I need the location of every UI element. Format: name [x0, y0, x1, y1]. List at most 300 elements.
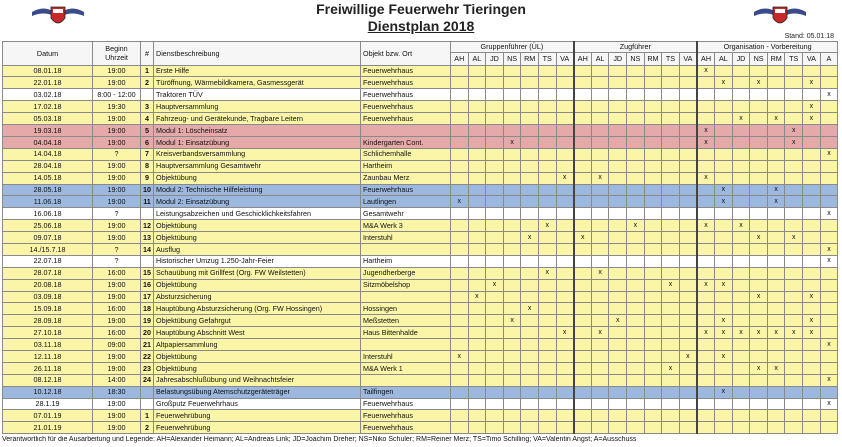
cell-assignment: [785, 89, 803, 101]
cell-assignment: [697, 89, 715, 101]
cell-assignment: [644, 422, 662, 434]
cell-assignment: [503, 350, 521, 362]
cell-assignment: [538, 89, 556, 101]
cell-assignment: [591, 125, 609, 137]
cell-nr: [141, 89, 154, 101]
cell-assignment: [574, 291, 592, 303]
cell-beginn: 19:00: [93, 315, 141, 327]
cell-assignment: [503, 184, 521, 196]
cell-assignment: [556, 267, 574, 279]
cell-assignment: [574, 327, 592, 339]
cell-assignment: [679, 208, 697, 220]
cell-assignment: x: [820, 398, 838, 410]
cell-assignment: [503, 374, 521, 386]
cell-assignment: [644, 113, 662, 125]
cell-assignment: [556, 196, 574, 208]
cell-assignment: [468, 196, 486, 208]
cell-assignment: [486, 255, 504, 267]
cell-assignment: [662, 125, 680, 137]
cell-assignment: [785, 101, 803, 113]
cell-objekt: [361, 243, 451, 255]
cell-assignment: x: [556, 327, 574, 339]
cell-nr: 24: [141, 374, 154, 386]
cell-assignment: [679, 196, 697, 208]
cell-assignment: [538, 208, 556, 220]
cell-objekt: Tailfingen: [361, 386, 451, 398]
cell-datum: 03.11.18: [3, 339, 93, 351]
cell-assignment: [538, 125, 556, 137]
cell-nr: [141, 255, 154, 267]
cell-assignment: [803, 386, 821, 398]
cell-nr: 2: [141, 422, 154, 434]
cell-assignment: [538, 291, 556, 303]
cell-assignment: [451, 410, 469, 422]
cell-assignment: [556, 101, 574, 113]
cell-assignment: [538, 374, 556, 386]
cell-beschreibung: Leistungsabzeichen und Geschicklichkeitsfahren: [154, 208, 361, 220]
cell-assignment: [609, 136, 627, 148]
cell-assignment: [486, 291, 504, 303]
cell-assignment: [468, 77, 486, 89]
cell-assignment: [538, 136, 556, 148]
cell-assignment: [750, 315, 768, 327]
cell-datum: 25.06.18: [3, 220, 93, 232]
cell-assignment: x: [803, 113, 821, 125]
cell-assignment: [468, 374, 486, 386]
cell-assignment: [574, 303, 592, 315]
cell-assignment: [451, 243, 469, 255]
cell-datum: 16.06.18: [3, 208, 93, 220]
col-header-initial: VA: [679, 52, 697, 65]
cell-assignment: [574, 113, 592, 125]
cell-assignment: [574, 220, 592, 232]
cell-assignment: [609, 125, 627, 137]
cell-assignment: [715, 422, 733, 434]
cell-assignment: [732, 148, 750, 160]
cell-assignment: [538, 77, 556, 89]
cell-assignment: [679, 255, 697, 267]
cell-assignment: [609, 279, 627, 291]
cell-beschreibung: Türöffnung, Wärmebildkamera, Gasmessgerät: [154, 77, 361, 89]
cell-assignment: [785, 350, 803, 362]
cell-assignment: [697, 113, 715, 125]
cell-assignment: [486, 196, 504, 208]
cell-assignment: [609, 303, 627, 315]
cell-assignment: [644, 184, 662, 196]
cell-assignment: [521, 243, 539, 255]
cell-assignment: [750, 208, 768, 220]
cell-assignment: x: [732, 113, 750, 125]
cell-assignment: [451, 184, 469, 196]
cell-assignment: [574, 196, 592, 208]
cell-assignment: [538, 172, 556, 184]
cell-assignment: x: [574, 232, 592, 244]
cell-assignment: [785, 113, 803, 125]
cell-assignment: [820, 65, 838, 77]
cell-assignment: [556, 255, 574, 267]
cell-assignment: x: [486, 279, 504, 291]
cell-assignment: [609, 65, 627, 77]
cell-assignment: [609, 89, 627, 101]
cell-assignment: [697, 208, 715, 220]
cell-assignment: [732, 101, 750, 113]
cell-assignment: [451, 315, 469, 327]
cell-assignment: x: [697, 220, 715, 232]
cell-assignment: [556, 208, 574, 220]
cell-assignment: [679, 172, 697, 184]
cell-assignment: [609, 386, 627, 398]
cell-assignment: x: [785, 232, 803, 244]
cell-objekt: Schlichemhalle: [361, 148, 451, 160]
cell-assignment: [521, 315, 539, 327]
cell-assignment: [538, 339, 556, 351]
cell-assignment: [750, 350, 768, 362]
cell-assignment: [662, 339, 680, 351]
table-row: [3, 291, 838, 303]
cell-assignment: [820, 267, 838, 279]
cell-beschreibung: Hauptversammlung Gesamtwehr: [154, 160, 361, 172]
cell-assignment: [662, 101, 680, 113]
cell-assignment: [609, 255, 627, 267]
cell-beschreibung: Objektübung: [154, 220, 361, 232]
cell-assignment: [468, 410, 486, 422]
cell-assignment: [451, 208, 469, 220]
cell-assignment: [486, 220, 504, 232]
table-row: [3, 172, 838, 184]
cell-assignment: x: [697, 279, 715, 291]
cell-assignment: [609, 243, 627, 255]
cell-objekt: Feuerwehrhaus: [361, 77, 451, 89]
cell-assignment: [679, 89, 697, 101]
cell-datum: 26.11.18: [3, 362, 93, 374]
cell-objekt: Hartheim: [361, 160, 451, 172]
cell-assignment: [538, 65, 556, 77]
cell-nr: 16: [141, 279, 154, 291]
cell-assignment: [803, 172, 821, 184]
cell-assignment: x: [662, 279, 680, 291]
cell-assignment: [767, 65, 785, 77]
cell-beginn: 19:00: [93, 350, 141, 362]
cell-assignment: [627, 339, 645, 351]
cell-assignment: [468, 243, 486, 255]
cell-objekt: Feuerwehrhaus: [361, 410, 451, 422]
cell-assignment: [556, 386, 574, 398]
cell-datum: 10.12.18: [3, 386, 93, 398]
cell-assignment: [503, 77, 521, 89]
cell-assignment: [803, 255, 821, 267]
cell-assignment: x: [697, 65, 715, 77]
cell-nr: 17: [141, 291, 154, 303]
cell-assignment: [679, 339, 697, 351]
cell-beginn: 19:00: [93, 184, 141, 196]
cell-nr: 22: [141, 350, 154, 362]
cell-assignment: [820, 303, 838, 315]
cell-assignment: [521, 350, 539, 362]
cell-assignment: [451, 327, 469, 339]
cell-beginn: 19:00: [93, 136, 141, 148]
col-header-initial: NS: [503, 52, 521, 65]
cell-assignment: x: [785, 125, 803, 137]
cell-assignment: [732, 267, 750, 279]
cell-assignment: [644, 374, 662, 386]
cell-assignment: [591, 422, 609, 434]
cell-assignment: [820, 315, 838, 327]
cell-assignment: [715, 362, 733, 374]
col-header-beschreibung: Dienstbeschreibung: [154, 42, 361, 66]
cell-assignment: [574, 208, 592, 220]
cell-assignment: [574, 172, 592, 184]
cell-assignment: [556, 148, 574, 160]
cell-assignment: [521, 196, 539, 208]
cell-assignment: [468, 232, 486, 244]
cell-assignment: x: [803, 77, 821, 89]
cell-assignment: [679, 303, 697, 315]
cell-objekt: Gesamtwehr: [361, 208, 451, 220]
cell-assignment: [503, 208, 521, 220]
cell-objekt: Feuerwehrhaus: [361, 184, 451, 196]
cell-assignment: [803, 196, 821, 208]
table-row: [3, 160, 838, 172]
cell-objekt: Interstuhl: [361, 232, 451, 244]
cell-assignment: [679, 410, 697, 422]
cell-assignment: [538, 386, 556, 398]
cell-assignment: [556, 89, 574, 101]
cell-assignment: [521, 220, 539, 232]
cell-assignment: [486, 136, 504, 148]
col-header-initial: RM: [767, 52, 785, 65]
cell-assignment: [750, 243, 768, 255]
cell-assignment: [486, 362, 504, 374]
cell-assignment: [679, 101, 697, 113]
cell-assignment: [785, 410, 803, 422]
cell-assignment: [574, 148, 592, 160]
cell-datum: 05.03.18: [3, 113, 93, 125]
cell-assignment: [503, 362, 521, 374]
cell-assignment: [521, 410, 539, 422]
cell-assignment: [521, 113, 539, 125]
cell-assignment: [627, 113, 645, 125]
cell-assignment: [767, 125, 785, 137]
cell-assignment: x: [820, 243, 838, 255]
cell-objekt: [361, 125, 451, 137]
cell-assignment: [503, 220, 521, 232]
cell-assignment: [503, 291, 521, 303]
cell-assignment: [451, 148, 469, 160]
cell-assignment: [591, 255, 609, 267]
cell-assignment: [574, 89, 592, 101]
cell-assignment: [556, 374, 574, 386]
cell-assignment: [767, 148, 785, 160]
cell-assignment: [820, 101, 838, 113]
cell-beschreibung: Hauptübung Absturzsicherung (Org. FW Hossingen): [154, 303, 361, 315]
cell-nr: 1: [141, 410, 154, 422]
table-row: [3, 422, 838, 434]
cell-assignment: [785, 160, 803, 172]
cell-assignment: [627, 255, 645, 267]
cell-datum: 28.05.18: [3, 184, 93, 196]
cell-assignment: x: [609, 315, 627, 327]
cell-assignment: [662, 386, 680, 398]
cell-assignment: [697, 362, 715, 374]
cell-beschreibung: Objektübung: [154, 362, 361, 374]
cell-nr: 8: [141, 160, 154, 172]
cell-beginn: 19:00: [93, 232, 141, 244]
cell-assignment: [556, 125, 574, 137]
cell-assignment: [574, 315, 592, 327]
cell-assignment: [538, 422, 556, 434]
cell-assignment: [732, 65, 750, 77]
cell-assignment: [803, 125, 821, 137]
cell-nr: 10: [141, 184, 154, 196]
cell-assignment: [820, 362, 838, 374]
cell-assignment: [468, 398, 486, 410]
cell-assignment: [486, 77, 504, 89]
cell-assignment: [662, 291, 680, 303]
cell-assignment: [627, 386, 645, 398]
cell-assignment: [662, 77, 680, 89]
cell-beginn: 19:00: [93, 172, 141, 184]
cell-assignment: x: [820, 339, 838, 351]
cell-assignment: [556, 303, 574, 315]
page-subtitle: Dienstplan 2018: [367, 18, 475, 34]
cell-assignment: [732, 291, 750, 303]
cell-assignment: [803, 362, 821, 374]
cell-datum: 03.09.18: [3, 291, 93, 303]
cell-assignment: [785, 422, 803, 434]
cell-beginn: 19:30: [93, 101, 141, 113]
cell-objekt: Feuerwehrhaus: [361, 422, 451, 434]
cell-assignment: [803, 65, 821, 77]
cell-assignment: [732, 303, 750, 315]
cell-assignment: [732, 125, 750, 137]
cell-assignment: x: [750, 77, 768, 89]
cell-assignment: [644, 196, 662, 208]
cell-assignment: [451, 125, 469, 137]
cell-assignment: [609, 422, 627, 434]
cell-assignment: [591, 232, 609, 244]
cell-assignment: [662, 255, 680, 267]
cell-assignment: [486, 386, 504, 398]
cell-assignment: [609, 220, 627, 232]
cell-assignment: [521, 136, 539, 148]
cell-assignment: [503, 243, 521, 255]
cell-nr: [141, 398, 154, 410]
cell-assignment: [468, 136, 486, 148]
cell-assignment: [451, 267, 469, 279]
cell-assignment: [521, 339, 539, 351]
cell-assignment: [574, 77, 592, 89]
cell-nr: 11: [141, 196, 154, 208]
cell-assignment: [503, 101, 521, 113]
cell-assignment: x: [803, 291, 821, 303]
cell-nr: 18: [141, 303, 154, 315]
cell-beschreibung: Altpapiersammlung: [154, 339, 361, 351]
cell-objekt: Interstuhl: [361, 350, 451, 362]
cell-nr: 6: [141, 136, 154, 148]
cell-assignment: [468, 220, 486, 232]
cell-assignment: [486, 303, 504, 315]
table-row: [3, 220, 838, 232]
cell-assignment: [750, 398, 768, 410]
cell-assignment: [767, 243, 785, 255]
cell-assignment: [556, 291, 574, 303]
col-header-initial: VA: [556, 52, 574, 65]
cell-beginn: 09:00: [93, 339, 141, 351]
cell-assignment: [574, 410, 592, 422]
cell-assignment: [451, 172, 469, 184]
cell-nr: 19: [141, 315, 154, 327]
cell-beschreibung: Hauptübung Abschnitt West: [154, 327, 361, 339]
table-row: [3, 410, 838, 422]
cell-beginn: 14:00: [93, 374, 141, 386]
cell-objekt: M&A Werk 1: [361, 362, 451, 374]
cell-assignment: [715, 255, 733, 267]
cell-assignment: [574, 350, 592, 362]
cell-assignment: x: [715, 184, 733, 196]
cell-assignment: [662, 113, 680, 125]
cell-assignment: [767, 77, 785, 89]
cell-assignment: [662, 65, 680, 77]
cell-assignment: [785, 267, 803, 279]
cell-assignment: [468, 422, 486, 434]
cell-objekt: Hartheim: [361, 255, 451, 267]
cell-assignment: [715, 148, 733, 160]
cell-assignment: [521, 160, 539, 172]
cell-datum: 07.01.19: [3, 410, 93, 422]
cell-assignment: [767, 410, 785, 422]
cell-datum: 08.01.18: [3, 65, 93, 77]
cell-assignment: x: [697, 172, 715, 184]
cell-assignment: x: [750, 232, 768, 244]
cell-assignment: [785, 196, 803, 208]
cell-assignment: [468, 327, 486, 339]
cell-beginn: 19:00: [93, 279, 141, 291]
table-row: [3, 398, 838, 410]
cell-assignment: [715, 220, 733, 232]
cell-assignment: [627, 267, 645, 279]
cell-assignment: [679, 267, 697, 279]
cell-assignment: x: [803, 327, 821, 339]
cell-beschreibung: Kreisverbandsversammlung: [154, 148, 361, 160]
cell-assignment: [715, 303, 733, 315]
cell-assignment: [627, 101, 645, 113]
cell-assignment: [732, 386, 750, 398]
cell-assignment: x: [697, 125, 715, 137]
cell-assignment: [697, 232, 715, 244]
cell-assignment: [503, 65, 521, 77]
cell-assignment: x: [732, 220, 750, 232]
cell-assignment: [697, 303, 715, 315]
cell-assignment: [820, 386, 838, 398]
cell-assignment: [679, 291, 697, 303]
cell-assignment: [732, 422, 750, 434]
cell-assignment: [697, 101, 715, 113]
cell-assignment: [609, 160, 627, 172]
cell-assignment: [715, 65, 733, 77]
cell-objekt: [361, 291, 451, 303]
cell-assignment: [468, 160, 486, 172]
table-row: [3, 362, 838, 374]
cell-assignment: [644, 386, 662, 398]
cell-assignment: [679, 148, 697, 160]
cell-assignment: [591, 101, 609, 113]
stand-date: Stand: 05.01.18: [784, 33, 834, 40]
cell-datum: 14.04.18: [3, 148, 93, 160]
cell-beschreibung: Objektübung: [154, 232, 361, 244]
cell-assignment: x: [715, 279, 733, 291]
cell-assignment: [503, 113, 521, 125]
cell-beschreibung: Fahrzeug- und Gerätekunde, Tragbare Leitern: [154, 113, 361, 125]
